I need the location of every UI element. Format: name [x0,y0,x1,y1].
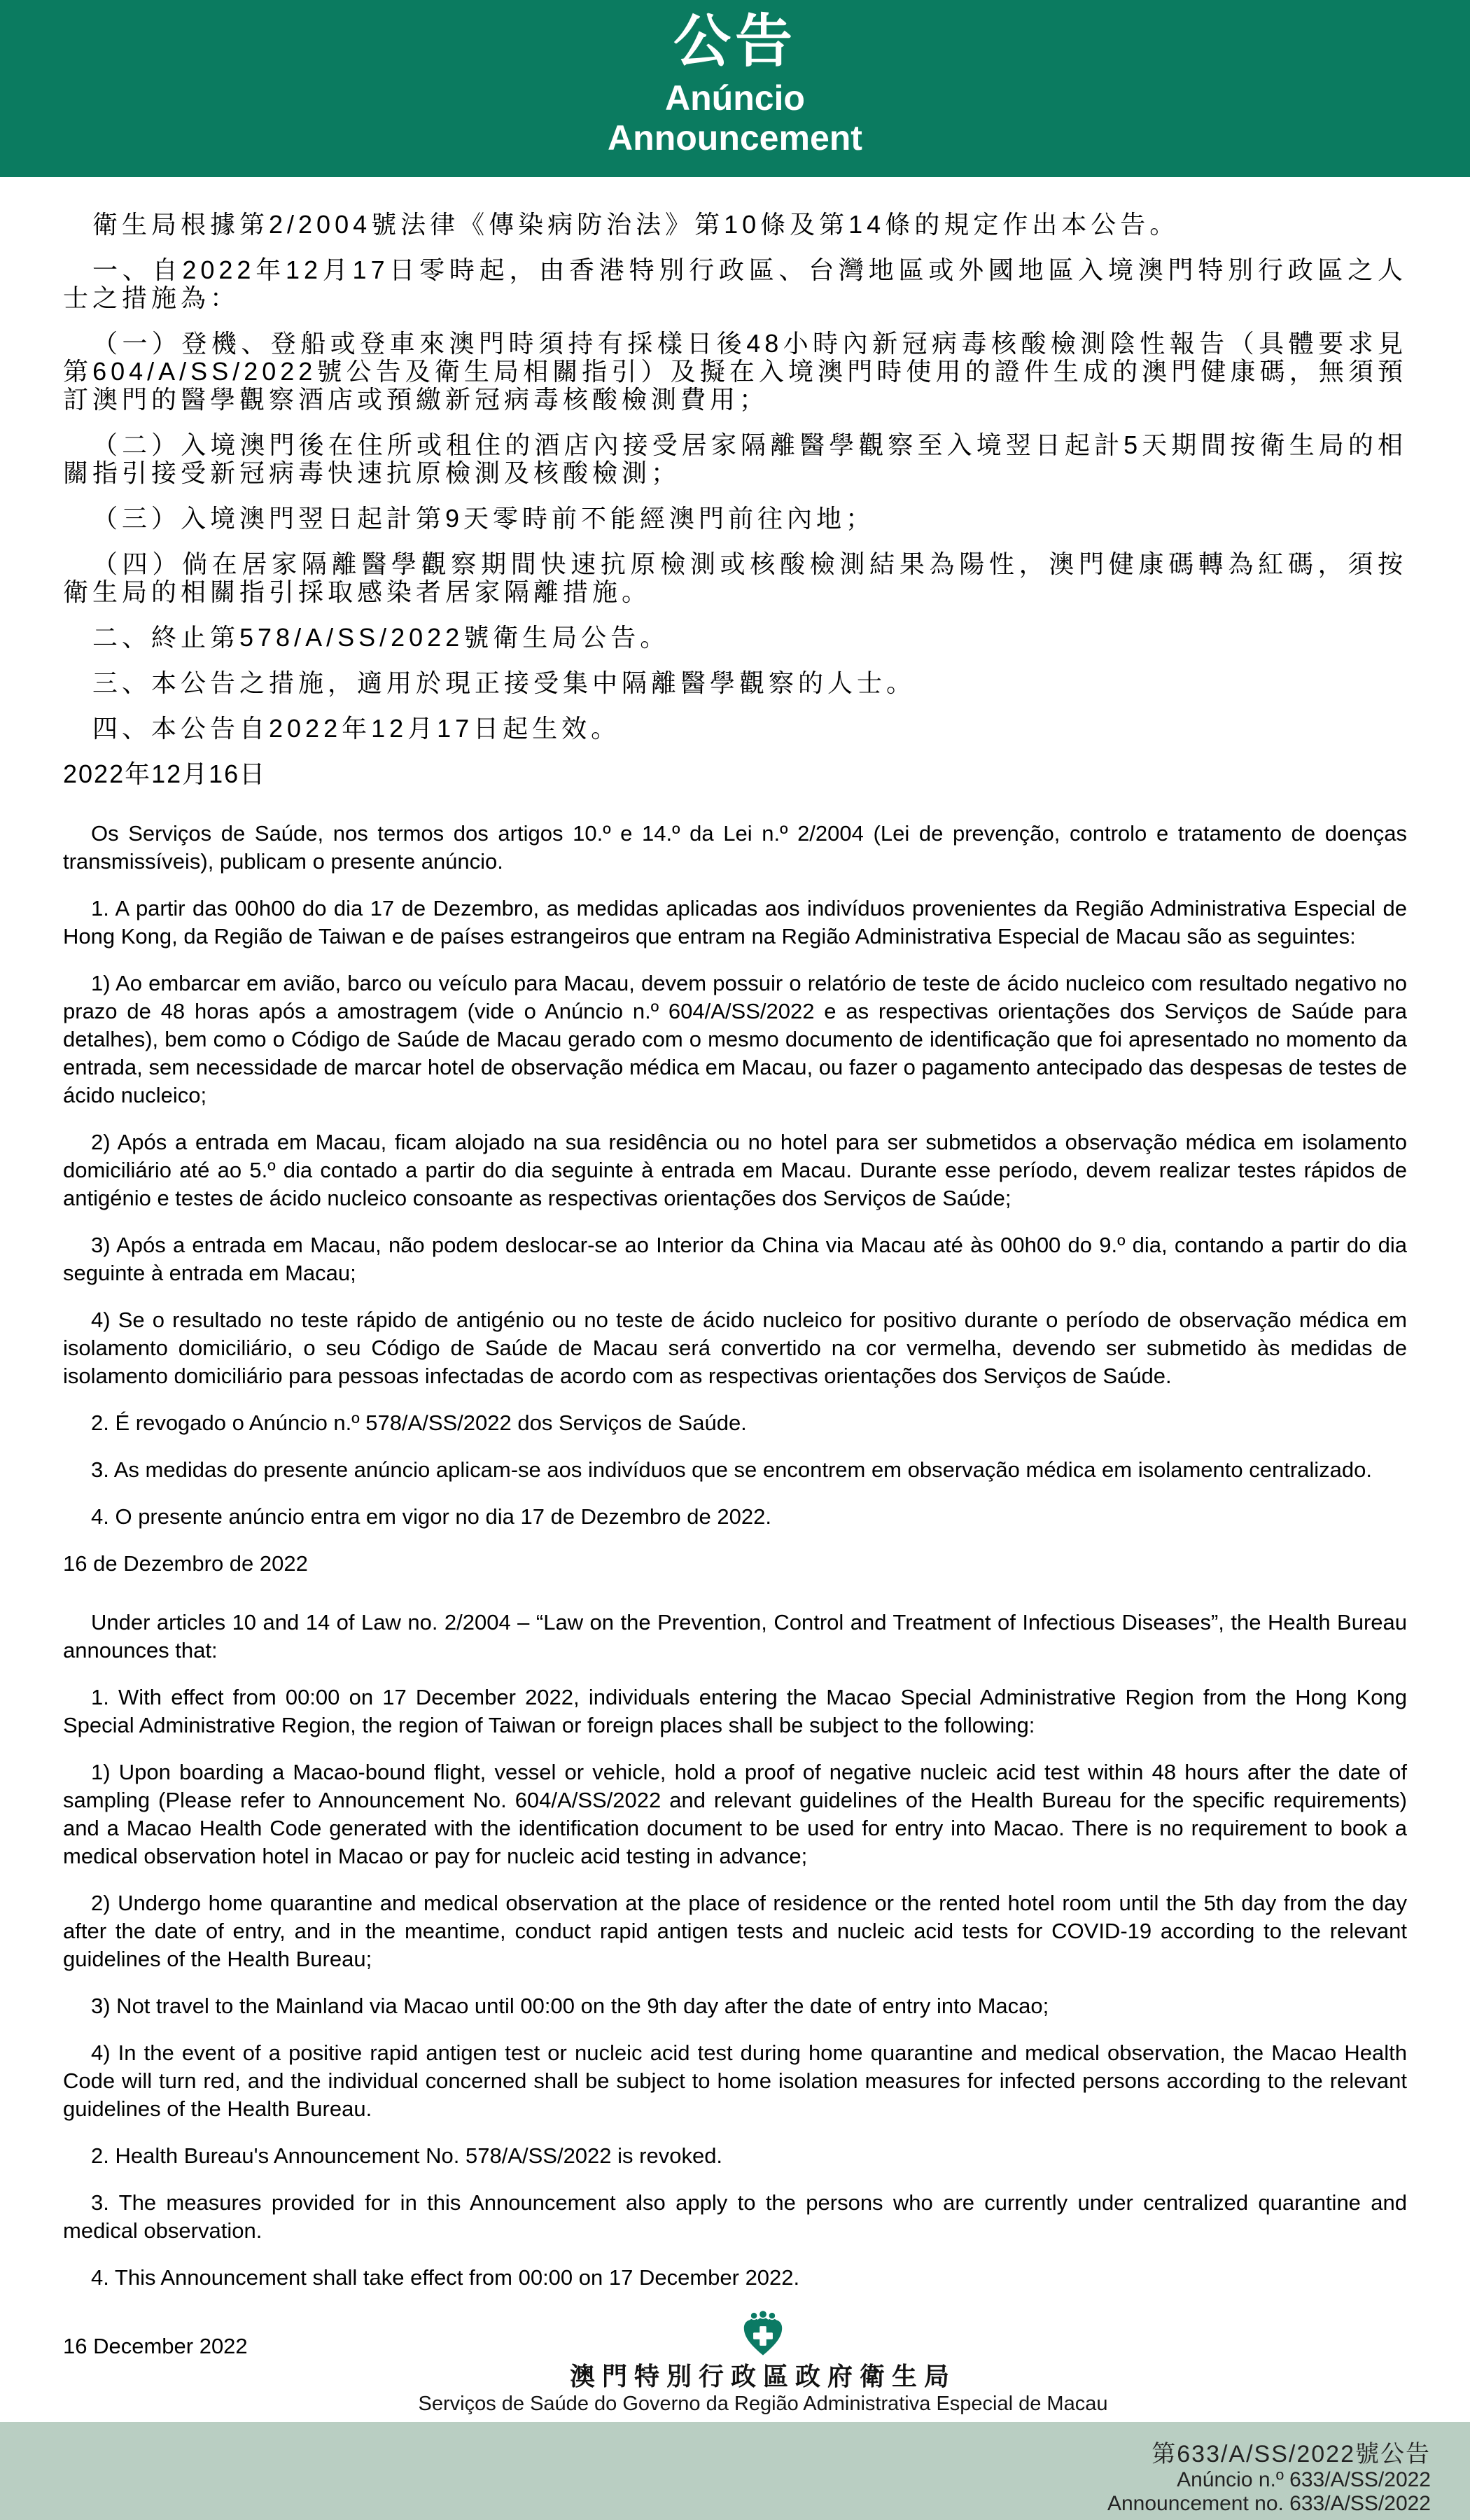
paragraph: （四）倘在居家隔離醫學觀察期間快速抗原檢測或核酸檢測結果為陽性，澳門健康碼轉為紅碼，須按衛生局的相關指引採取感染者居家隔離措施。 [63,550,1407,606]
health-bureau-logo-icon [739,2310,787,2358]
paragraph: 3) Not travel to the Mainland via Macao until 00:00 on the 9th day after the date of entry into Macao; [91,1994,1049,2018]
paragraph: 3) Após a entrada em Macau, não podem deslocar-se ao Interior da China via Macau até às 00h00 do 9.º dia, contando a partir do dia seguinte à entrada em Macau; [63,1233,1407,1285]
paragraph: 1) Upon boarding a Macao-bound flight, vessel or vehicle, hold a proof of negative nucleic acid test within 48 hours after the date of sampling (Please refer to Announcement No. 604/A/SS/2022 and relevant guidelines of the Health Bureau for the specific requirements) and a Macao Health Code generated with the identification document to be used for entry into Macao. There is no requirement to book a medical observation hotel in Macao or pay for nucleic acid testing in advance; [63,1760,1407,1868]
reference-number-pt: Anúncio n.º 633/A/SS/2022 [1177,2468,1431,2491]
paragraph: 2) Após a entrada em Macau, ficam alojado na sua residência ou no hotel para ser submetidos a observação médica em isolamento domiciliário até ao 5.º dia contado a partir do dia seguinte à entrada em Macau. Durante esse período, devem realizar testes rápidos de antigénio e testes de ácido nucleico consoante as respectivas orientações dos Serviços de Saúde; [63,1130,1407,1210]
header-title-pt: Anúncio [665,78,805,118]
paragraph: 4. O presente anúncio entra em vigor no dia 17 de Dezembro de 2022. [91,1504,771,1529]
paragraph: 2. É revogado o Anúncio n.º 578/A/SS/2022 dos Serviços de Saúde. [91,1410,747,1435]
section-english [63,1609,1407,2360]
english-paragraphs [63,1609,1407,2292]
document-footer [0,2310,1470,2416]
paragraph: 3. The measures provided for in this Announcement also apply to the persons who are currently under centralized quarantine and medical observation. [63,2190,1407,2243]
paragraph: 1. With effect from 00:00 on 17 December 2022, individuals entering the Macao Special Administrative Region from the Hong Kong Special Administrative Region, the region of Taiwan or foreign places shall be subject to the following: [63,1685,1407,1737]
paragraph: 二、終止第578/A/SS/2022號衛生局公告。 [92,623,670,652]
paragraph: 2) Undergo home quarantine and medical observation at the place of residence or the rented hotel room until the 5th day from the day after the date of entry, and in the meantime, conduct rapid antigen tests and nucleic acid tests for COVID-19 according to the relevant guidelines of the Health Bureau; [63,1891,1407,1971]
paragraph: （三）入境澳門翌日起計第9天零時前不能經澳門前往內地； [92,504,876,533]
paragraph: Under articles 10 and 14 of Law no. 2/2004 – “Law on the Prevention, Control and Treatment of Infectious Diseases”, the Health Bureau announces that: [63,1610,1407,1662]
document-body [0,211,1470,2360]
paragraph: （一）登機、登船或登車來澳門時須持有採樣日後48小時內新冠病毒核酸檢測陰性報告（具體要求見第604/A/SS/2022號公告及衛生局相關指引）及擬在入境澳門時使用的證件生成的澳門健康碼，無須預訂澳門的醫學觀察酒店或預繳新冠病毒核酸檢測費用； [63,329,1407,414]
paragraph: 衛生局根據第2/2004號法律《傳染病防治法》第10條及第14條的規定作出本公告。 [92,210,1180,239]
organisation-name-zh: 澳門特別行政區政府衛生局 [569,2362,956,2390]
header-title-zh: 公告 [673,10,797,74]
reference-number-zh: 第633/A/SS/2022號公告 [1152,2441,1431,2468]
section-portuguese [63,820,1407,1578]
section-chinese [63,211,1407,788]
date-line-en: 16 December 2022 [63,2334,248,2358]
paragraph: 一、自2022年12月17日零時起，由香港特別行政區、台灣地區或外國地區入境澳門特別行政區之人士之措施為： [63,255,1407,312]
paragraph: 4) Se o resultado no teste rápido de antigénio ou no teste de ácido nucleico for positivo durante o período de observação médica em isolamento domiciliário, o seu Código de Saúde de Macau será convertido na cor vermelha, devendo ser submetido às medidas de isolamento domiciliário para pessoas infectadas de acordo com as respectivas orientações dos Serviços de Saúde. [63,1308,1407,1388]
reference-number-bar [0,2422,1470,2520]
portuguese-paragraphs [63,820,1407,1531]
organisation-name-pt: Serviços de Saúde do Governo da Região Administrativa Especial de Macau [418,2393,1108,2415]
reference-number-en: Announcement no. 633/A/SS/2022 [1107,2492,1431,2515]
paragraph: 2. Health Bureau's Announcement No. 578/A/SS/2022 is revoked. [91,2143,723,2168]
announcement-header [0,0,1470,177]
paragraph: （二）入境澳門後在住所或租住的酒店內接受居家隔離醫學觀察至入境翌日起計5天期間按衛生局的相關指引接受新冠病毒快速抗原檢測及核酸檢測； [63,430,1407,487]
paragraph: 1. A partir das 00h00 do dia 17 de Dezembro, as medidas aplicadas aos indivíduos provenientes da Região Administrativa Especial de Hong Kong, da Região de Taiwan e de países estrangeiros que entram na Região Administrativa Especial de Macau são as seguintes: [63,896,1407,948]
date-line-zh: 2022年12月16日 [63,760,267,788]
paragraph: 三、本公告之措施，適用於現正接受集中隔離醫學觀察的人士。 [92,668,916,697]
paragraph: 1) Ao embarcar em avião, barco ou veículo para Macau, devem possuir o relatório de teste de ácido nucleico com resultado negativo no prazo de 48 horas após a amostragem (vide o Anúncio n.º 604/A/SS/2022 e as respectivas orientações dos Serviços de Saúde para detalhes), bem como o Código de Saúde de Macau gerado com o mesmo documento de identificação que foi apresentado no momento da entrada, sem necessidade de marcar hotel de observação médica em Macau, ou fazer o pagamento antecipado das despesas de testes de ácido nucleico; [63,971,1407,1107]
paragraph: Os Serviços de Saúde, nos termos dos artigos 10.º e 14.º da Lei n.º 2/2004 (Lei de prevenção, controlo e tratamento de doenças transmissíveis), publicam o presente anúncio. [63,821,1407,874]
paragraph: 4) In the event of a positive rapid antigen test or nucleic acid test during home quarantine and medical observation, the Macao Health Code will turn red, and the individual concerned shall be subject to home isolation measures for infected persons according to the relevant guidelines of the Health Bureau. [63,2040,1407,2121]
chinese-paragraphs [63,211,1407,743]
paragraph: 3. As medidas do presente anúncio aplicam-se aos indivíduos que se encontrem em observação médica em isolamento centralizado. [91,1457,1373,1482]
header-title-en: Announcement [608,118,862,158]
paragraph: 四、本公告自2022年12月17日起生效。 [92,714,621,743]
date-line-pt: 16 de Dezembro de 2022 [63,1551,308,1576]
paragraph: 4. This Announcement shall take effect from 00:00 on 17 December 2022. [91,2265,800,2290]
